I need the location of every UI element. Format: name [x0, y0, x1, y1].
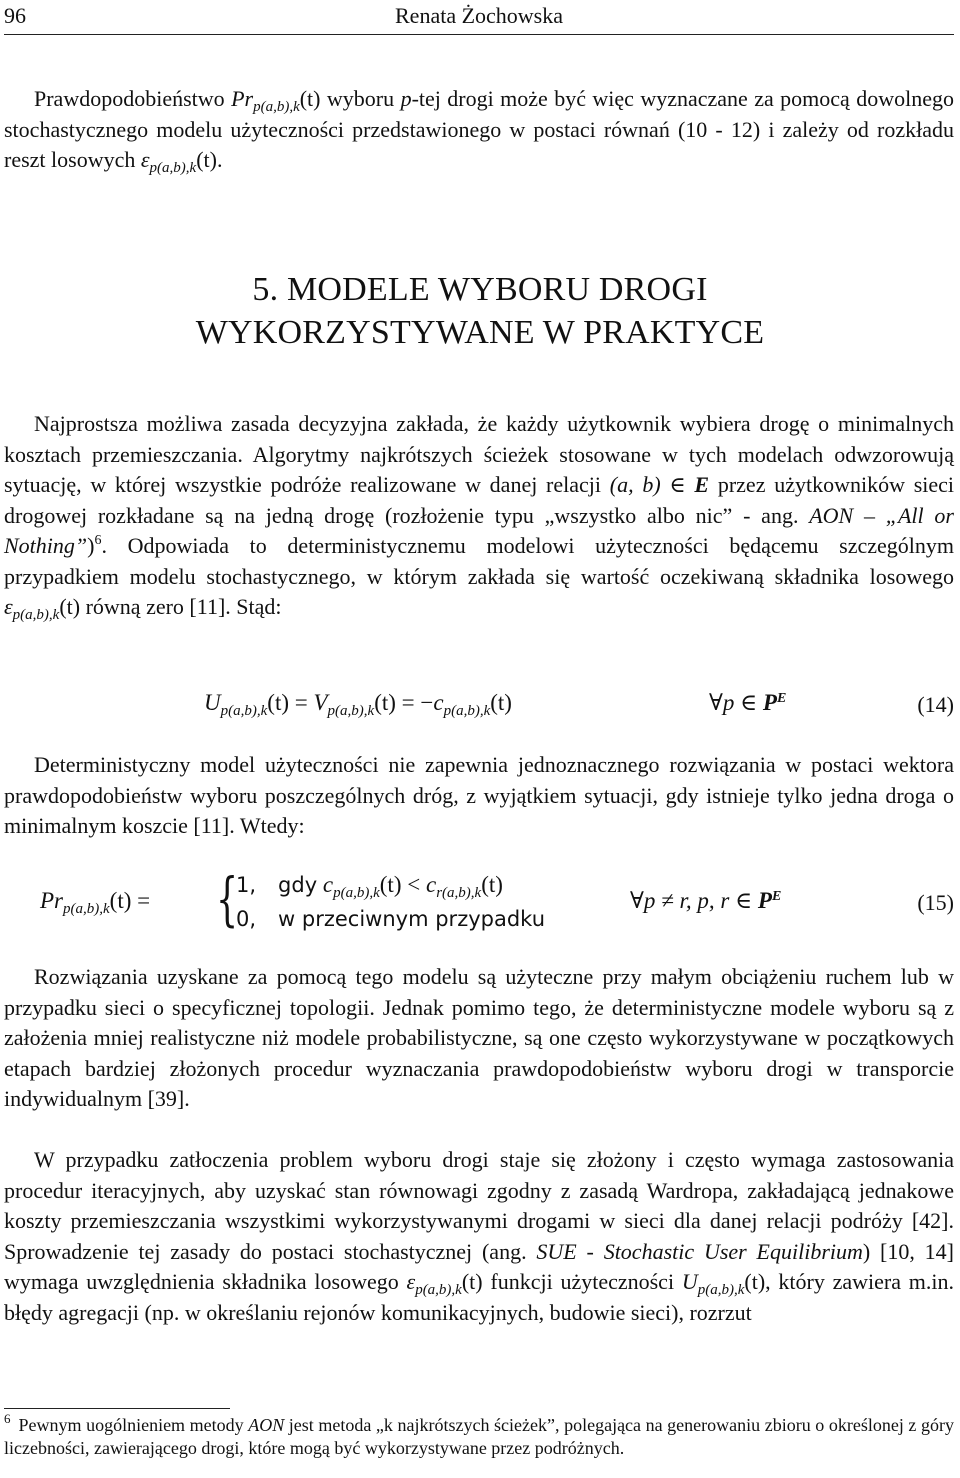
- epsilon-symbol: $\varepsilon_{p(a,b),k}(t)$: [4, 594, 81, 623]
- footnote: $^6$ Pewnym uogólnieniem metody AON jest metoda „k najkrótszych ścieżek”, polegająca na generowaniu zbioru o określonej z góry liczebności, zawierającego drogi, które mogą być wykorzystywane przez podróżnych.: [4, 1411, 954, 1458]
- equation-number: (14): [917, 692, 954, 717]
- eq14-expression: $U_{p(a,b),k}(t) = V_{p(a,b),k}(t) = -c_{p(a,b),k}(t)$: [204, 690, 512, 719]
- paragraph-deterministic-usage: Rozwiązania uzyskane za pomocą tego modelu są użyteczne przy małym obciążeniu ruchem lub w przypadku sieci o specyficznej topologii. Jednak pomimo tego, że deterministyczne modele wyboru są z założenia mniej realistyczne niż modele probabilistyczne, są one często wykorzystywane w początkowych etapach bardziej złożonych procedur wyznaczania prawdopodobieństw wyboru drogi w transporcie indywidualnym [39].: [4, 964, 954, 1111]
- page-number: 96: [4, 3, 26, 28]
- case-1: 1, gdy $c_{p(a,b),k}(t) < c_{r(a,b),k}(t)$: [236, 872, 503, 901]
- epsilon-symbol: $\varepsilon_{p(a,b),k}(t)$: [406, 1269, 483, 1298]
- prob-symbol: $Pr_{p(a,b),k}(t)$: [231, 86, 321, 115]
- header-rule: [4, 34, 954, 35]
- running-author: Renata Żochowska: [395, 3, 563, 28]
- eq15-quantifier: ∀p ≠ r, p, r ∈ $P^E$: [630, 888, 782, 913]
- footnote-reference[interactable]: 6: [94, 533, 102, 548]
- eq14-quantifier: ∀p ∈ $P^E$: [709, 690, 787, 715]
- section-heading: 5. MODELE WYBORU DROGI WYKORZYSTYWANE W PRAKTYCE: [195, 271, 765, 351]
- running-head: [4, 2, 954, 30]
- paragraph-congestion: W przypadku zatłoczenia problem wyboru drogi staje się złożony i często wymaga zastosowania procedur iteracyjnych, aby uzyskać stan równowagi zgodny z zasadą Wardropa, zakładającą jednakowe koszty przemieszczania wszystkimi wykorzystywanymi drogami w sieci dla danej relacji podróży [42]. Sprowadzenie tej zasady do postaci stochastycznej (ang. SUE - Stochastic User Equilibrium) [10, 14] wymaga uwzględnienia składnika losowego $\varepsilon_{p(a,b),k}(t)$ funkcji użyteczności $U_{p(a,b),k}(t)$, który zawiera m.in. błędy agregacji (np. w określaniu rejonów komunikacyjnych, budowie sieci), rozrzut: [4, 1147, 955, 1325]
- epsilon-symbol: $\varepsilon_{p(a,b),k}(t)$: [140, 147, 217, 176]
- utility-symbol: $U_{p(a,b),k}(t)$: [681, 1269, 766, 1298]
- intro-paragraph: Prawdopodobieństwo $Pr_{p(a,b),k}(t)$ wyboru p-tej drogi może być więc wyznaczane za pomocą dowolnego stochastycznego modelu użyteczności przedstawionego w postaci równań (10 - 12) i zależy od rozkładu reszt losowych $\varepsilon_{p(a,b),k}(t)$.: [4, 86, 955, 176]
- case-2: 0, w przeciwnym przypadku: [236, 907, 545, 931]
- relation-ab: (a, b) ∈ E: [609, 472, 710, 497]
- equation-15: [4, 865, 954, 938]
- paragraph-deterministic-rule: Najprostsza możliwa zasada decyzyjna zakłada, że każdy użytkownik wybiera drogę o minimalnych kosztach przemieszczania. Algorytmy najkrótszych ścieżek stosowane w tych modelach odwzorowują sytuację, w której wszystkie podróże realizowane w danej relacji (a, b) ∈ E przez użytkowników sieci drogowej rozkładane są na jedną drogę (rozłożenie typu „wszystko albo nic” - ang. AON – „All or Nothing”)$^6$. Odpowiada to deterministycznemu modelowi użyteczności będącemu szczególnym przypadkiem modelu stochastycznego, w którym zakłada się wartość oczekiwaną składnika losowego $\varepsilon_{p(a,b),k}(t)$ równą zero [11]. Stąd:: [4, 411, 955, 623]
- eq15-lhs: $Pr_{p(a,b),k}(t)$ =: [40, 888, 151, 917]
- equation-number: (15): [917, 890, 954, 915]
- footnote-rule: [4, 1408, 230, 1409]
- paragraph-deterministic-model: Deterministyczny model użyteczności nie zapewnia jednoznacznego rozwiązania w postaci wektora prawdopodobieństw wyboru poszczególnych dróg, z wyjątkiem sytuacji, gdy istnieje tylko jedna droga o minimalnym koszcie [11]. Wtedy:: [4, 752, 954, 838]
- equation-14: [4, 690, 954, 724]
- cases-brace: {: [216, 865, 239, 933]
